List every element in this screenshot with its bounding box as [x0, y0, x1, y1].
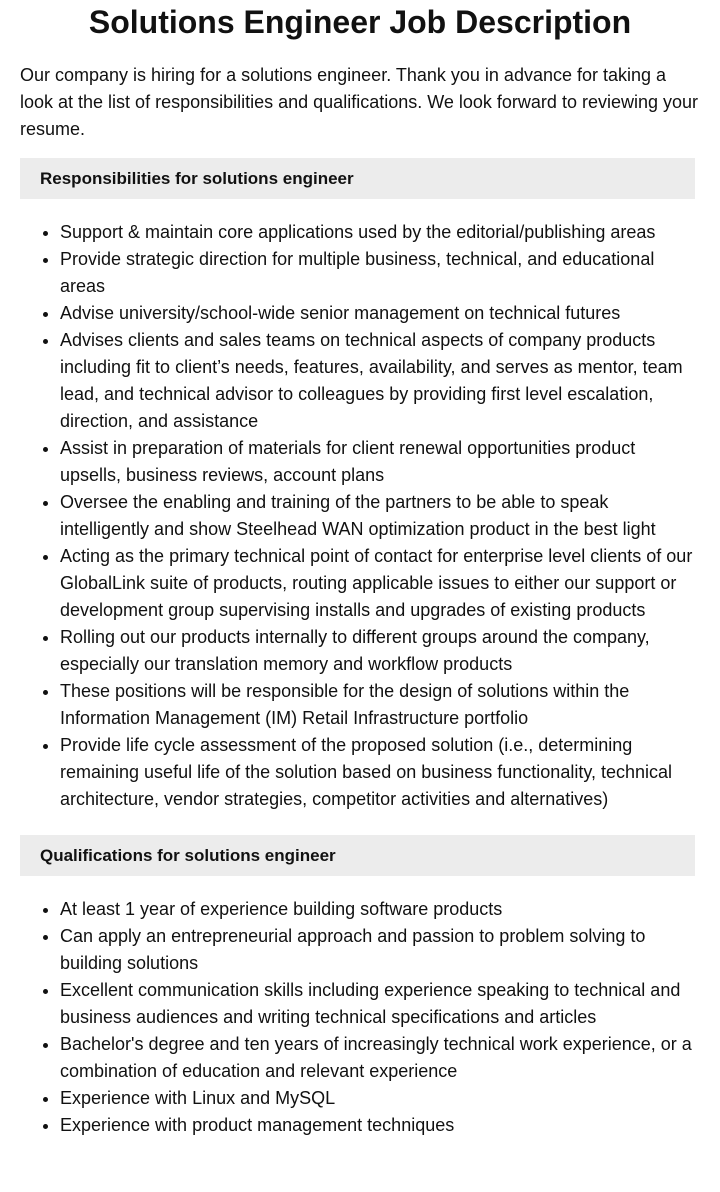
- list-item: • Advises clients and sales teams on technical aspects of company products including fit to client’s needs, features, availability, and serves as mentor, team lead, and technical advisor to colleagues by providing first level escalation, direction, and assistance: [60, 327, 700, 435]
- list-item: • Assist in preparation of materials for client renewal opportunities product upsells, business reviews, account plans: [60, 435, 700, 489]
- list-item: • Rolling out our products internally to different groups around the company, especially our translation memory and workflow products: [60, 624, 700, 678]
- list-item: • Can apply an entrepreneurial approach and passion to problem solving to building solutions: [60, 923, 700, 977]
- intro-paragraph: Our company is hiring for a solutions engineer. Thank you in advance for taking a look at the list of responsibilities and qualifications. We look forward to reviewing your resume.: [20, 65, 699, 139]
- list-item: • At least 1 year of experience building software products: [60, 896, 700, 923]
- qualifications-list: [20, 896, 700, 1139]
- list-item: • Provide life cycle assessment of the proposed solution (i.e., determining remaining useful life of the solution based on business functionality, technical architecture, vendor strategies, competitor activities and alternatives): [60, 732, 700, 813]
- list-item: • Oversee the enabling and training of the partners to be able to speak intelligently and show Steelhead WAN optimization product in the best light: [60, 489, 700, 543]
- list-item: • Experience with product management techniques: [60, 1112, 700, 1139]
- list-item: • Excellent communication skills including experience speaking to technical and business audiences and writing technical specifications and articles: [60, 977, 700, 1031]
- list-item: • Provide strategic direction for multiple business, technical, and educational areas: [60, 246, 700, 300]
- responsibilities-heading: Responsibilities for solutions engineer: [20, 158, 695, 199]
- list-item: • Acting as the primary technical point of contact for enterprise level clients of our GlobalLink suite of products, routing applicable issues to either our support or development group supervising installs and upgrades of existing products: [60, 543, 700, 624]
- qualifications-heading: Qualifications for solutions engineer: [20, 835, 695, 876]
- list-item: • Support & maintain core applications used by the editorial/publishing areas: [60, 219, 700, 246]
- list-item: • Advise university/school-wide senior management on technical futures: [60, 300, 700, 327]
- list-item: • Experience with Linux and MySQL: [60, 1085, 700, 1112]
- responsibilities-list: [20, 219, 700, 813]
- list-item: • Bachelor's degree and ten years of increasingly technical work experience, or a combination of education and relevant experience: [60, 1031, 700, 1085]
- page-title: Solutions Engineer Job Description: [88, 4, 632, 40]
- list-item: • These positions will be responsible for the design of solutions within the Information Management (IM) Retail Infrastructure portfolio: [60, 678, 700, 732]
